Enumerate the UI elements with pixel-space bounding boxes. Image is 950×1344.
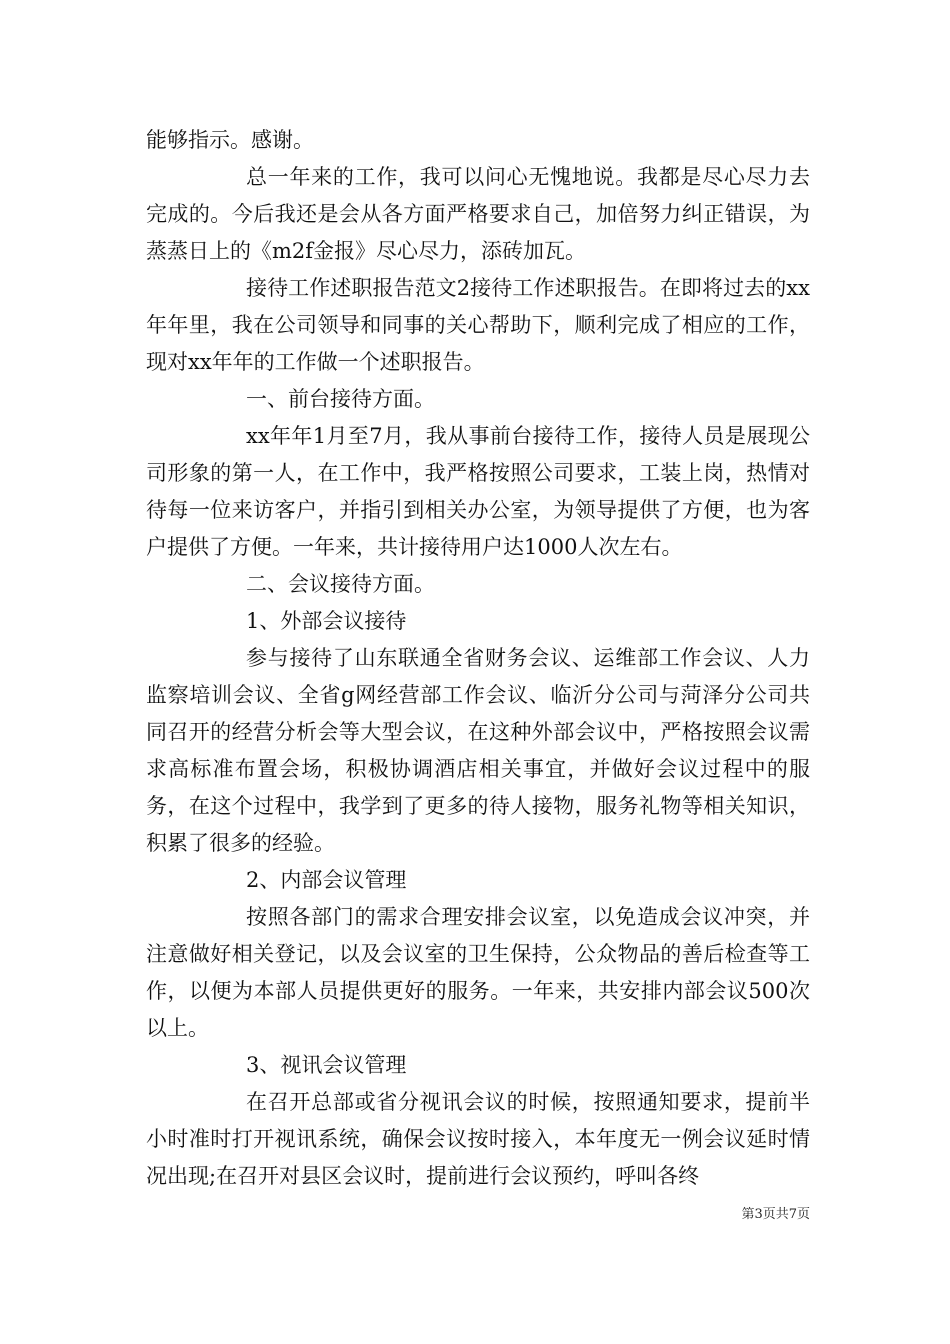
subheading-video-meetings: 3、视讯会议管理 (246, 1053, 407, 1077)
paragraph-2: 总一年来的工作，我可以问心无愧地说。我都是尽心尽力去完成的。今后我还是会从各方面严格要求自己，加倍努力纠正错误，为蒸蒸日上的《m2f金报》尽心尽力，添砖加瓦。 (146, 165, 810, 263)
subheading-internal-meetings: 2、内部会议管理 (246, 868, 407, 892)
paragraph-5: 参与接待了山东联通全省财务会议、运维部工作会议、人力监察培训会议、全省g网经营部工作会议、临沂分公司与菏泽分公司共同召开的经营分析会等大型会议，在这种外部会议中，严格按照会议需求高标准布置会场，积极协调酒店相关事宜，并做好会议过程中的服务，在这个过程中，我学到了更多的待人接物，服务礼物等相关知识，积累了很多的经验。 (146, 646, 810, 855)
paragraph-3: 接待工作述职报告范文2接待工作述职报告。在即将过去的xx年年里，我在公司领导和同事的关心帮助下，顺利完成了相应的工作，现对xx年年的工作做一个述职报告。 (146, 276, 810, 374)
section-heading-meetings: 二、会议接待方面。 (246, 572, 435, 596)
paragraph-7: 在召开总部或省分视讯会议的时候，按照通知要求，提前半小时准时打开视讯系统，确保会议按时接入，本年度无一例会议延时情况出现;在召开对县区会议时，提前进行会议预约，呼叫各终 (146, 1090, 810, 1188)
paragraph-4: xx年年1月至7月，我从事前台接待工作，接待人员是展现公司形象的第一人，在工作中，我严格按照公司要求，工装上岗，热情对待每一位来访客户，并指引到相关办公室，为领导提供了方便，也为客户提供了方便。一年来，共计接待用户达1000人次左右。 (146, 424, 810, 559)
section-heading-reception: 一、前台接待方面。 (246, 387, 435, 411)
paragraph-1: 能够指示。感谢。 (146, 128, 314, 152)
subheading-external-meetings: 1、外部会议接待 (246, 609, 407, 633)
page-number-footer: 第3页共7页 (741, 1207, 810, 1222)
document-body (146, 122, 810, 1195)
paragraph-6: 按照各部门的需求合理安排会议室，以免造成会议冲突，并注意做好相关登记，以及会议室的卫生保持，公众物品的善后检查等工作，以便为本部人员提供更好的服务。一年来，共安排内部会议500次以上。 (146, 905, 810, 1040)
